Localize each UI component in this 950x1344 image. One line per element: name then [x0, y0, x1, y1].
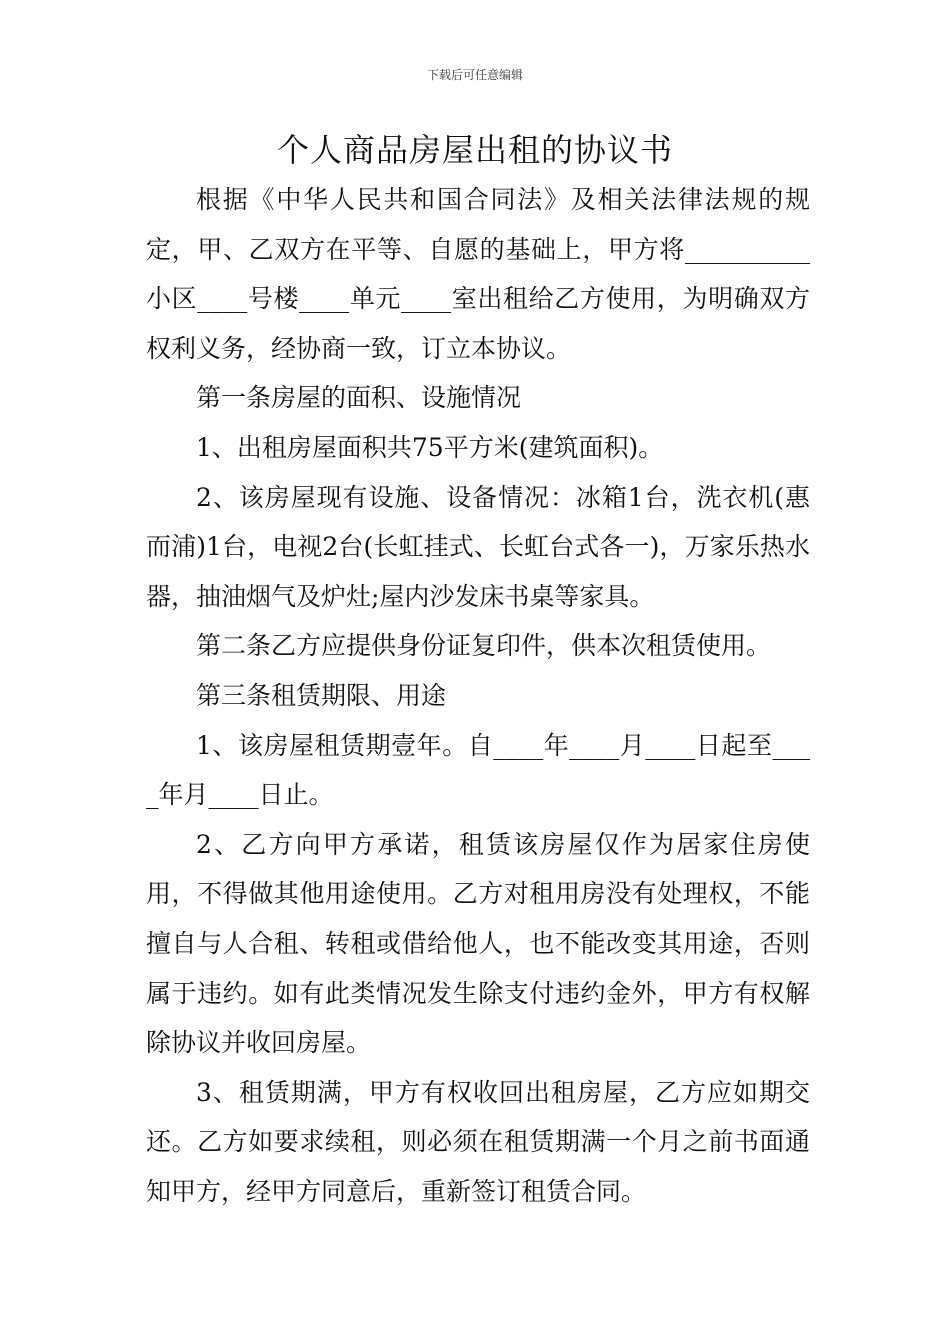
document-title: 个人商品房屋出租的协议书 [276, 131, 673, 169]
paragraph-article-3-heading: 第三条租赁期限、用途 [196, 680, 447, 710]
paragraph-article-3-item-1: 1、该房屋租赁期壹年。自____年____月____日起至____年月____日止。 [146, 730, 810, 810]
header-note: 下载后可任意编辑 [426, 68, 523, 82]
document-body [146, 175, 810, 1216]
paragraph-article-3-item-3: 3、租赁期满，甲方有权收回出租房屋，乙方应如期交还。乙方如要求续租，则必须在租赁期满一个月之前书面通知甲方，经甲方同意后，重新签订租赁合同。 [146, 1077, 810, 1206]
paragraph-article-1-item-1: 1、出租房屋面积共75平方米(建筑面积)。 [196, 432, 664, 462]
paragraph-preamble: 根据《中华人民共和国合同法》及相关法律法规的规定，甲、乙双方在平等、自愿的基础上，甲方将__________小区____号楼____单元____室出租给乙方使用，为明确双方权利义务，经协商一致，订立本协议。 [146, 185, 810, 363]
paragraph-article-1-item-2: 2、该房屋现有设施、设备情况：冰箱1台，洗衣机(惠而浦)1台，电视2台(长虹挂式、长虹台式各一)，万家乐热水器，抽油烟气及炉灶;屋内沙发床书桌等家具。 [146, 482, 810, 611]
paragraph-article-2: 第二条乙方应提供身份证复印件，供本次租赁使用。 [196, 631, 772, 661]
paragraph-article-3-item-2: 2、乙方向甲方承诺，租赁该房屋仅作为居家住房使用，不得做其他用途使用。乙方对租用房没有处理权，不能擅自与人合租、转租或借给他人，也不能改变其用途，否则属于违约。如有此类情况发生除支付违约金外，甲方有权解除协议并收回房屋。 [146, 829, 810, 1058]
paragraph-article-1-heading: 第一条房屋的面积、设施情况 [196, 383, 522, 413]
